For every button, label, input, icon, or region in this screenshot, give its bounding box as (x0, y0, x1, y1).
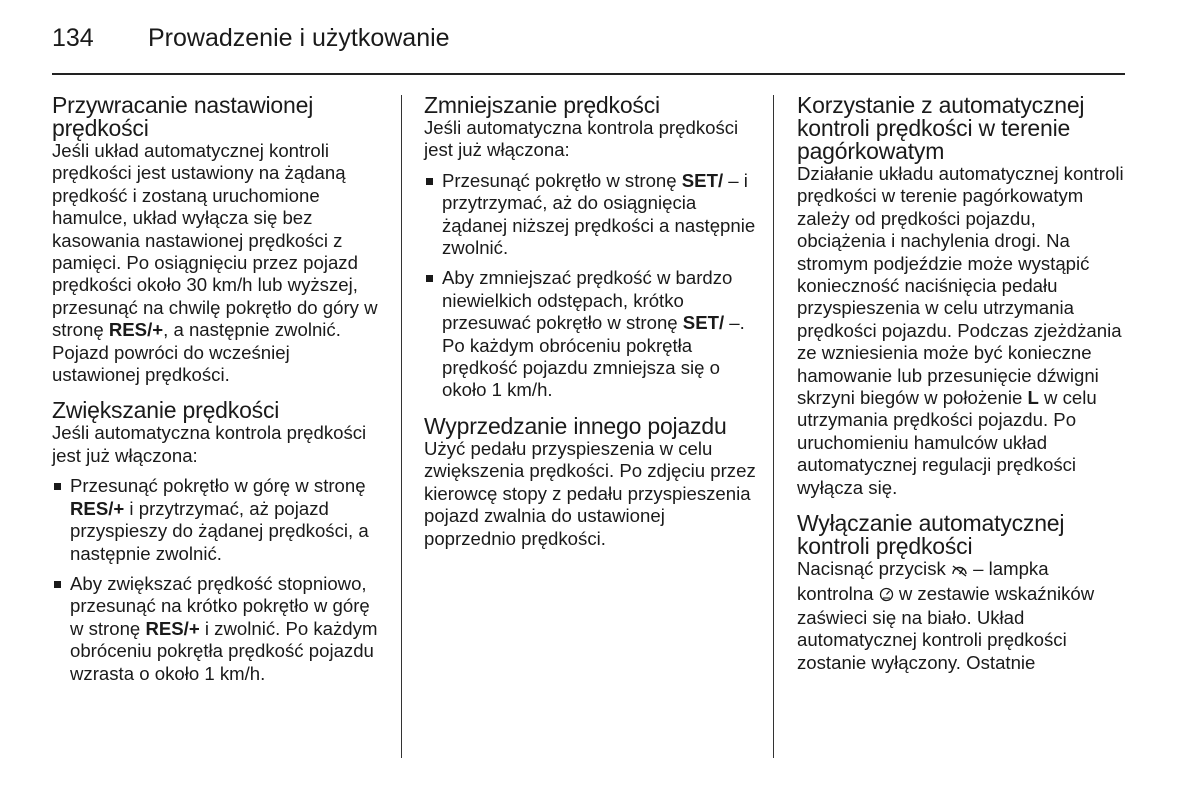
left-column (52, 94, 382, 698)
paragraph (797, 558, 1129, 674)
list-item (52, 573, 382, 685)
page-number: 134 (52, 24, 94, 52)
text: , a następnie zwolnić. Pojazd powróci do wcześniej ustawionej prędkości. (52, 319, 341, 386)
text: – i przytrzymać, aż do osiągnięcia żądanej niższej prędkości a następnie zwolnić. (442, 169, 756, 259)
cruise-control-off-icon (951, 560, 968, 582)
column-divider (773, 95, 774, 758)
text: w celu utrzymania prędkości pojazdu. Po uruchomieniu hamulców układ automatycznej regulacji prędkości wyłącza się. (797, 387, 1097, 498)
section-decrease-speed (424, 94, 756, 402)
text: i przytrzymać, aż pojazd przyspieszy do żądanej prędkości, a następnie zwolnić. (70, 497, 369, 564)
paragraph: Jeśli automatyczna kontrola prędkości jest już włączona: (52, 422, 367, 466)
list-item (424, 267, 756, 401)
section-heading: Zmniejszanie prędkości (424, 92, 660, 118)
column-divider (401, 95, 402, 758)
control-label: SET/ (681, 169, 724, 191)
section-heading: Wyłączanie automatycznej kontroli prędkości (797, 510, 1065, 560)
paragraph (52, 140, 382, 386)
text: Działanie układu automatycznej kontroli prędkości w terenie pagórkowatym zależy od prędkości pojazdu, obciążenia i nachylenia drogi. Na stromym podjeździe może wystąpić konieczność naciśnięcia pedału przyspieszenia w celu utrzymania prędkości pojazdu. Podczas zjeżdżania ze wzniesienia może być konieczne hamowanie lub przesunięcie dźwigni skrzyni biegów w położenie (797, 163, 1124, 409)
header-rule (52, 73, 1125, 75)
text: i zwolnić. Po każdym obróceniu pokrętła prędkość pojazdu wzrasta o około 1 km/h. (70, 617, 378, 684)
text: Aby zwiększać prędkość stopniowo, przesunąć na krótko pokrętło w górę w stronę (70, 572, 370, 639)
section-heading: Korzystanie z automatycznej kontroli prędkości w terenie pagórkowatym (797, 92, 1085, 164)
section-heading: Przywracanie nastawionej prędkości (52, 92, 314, 141)
bullet-icon (54, 581, 61, 588)
middle-column (424, 94, 756, 563)
paragraph (797, 163, 1129, 499)
control-label: RES/+ (108, 319, 164, 341)
section-hilly-terrain (797, 94, 1129, 499)
text: Nacisnąć przycisk (797, 558, 951, 580)
text: Przesunąć pokrętło w stronę (442, 169, 682, 191)
text: –. Po każdym obróceniu pokrętła prędkość pojazdu zmniejsza się o około 1 km/h. (442, 312, 745, 401)
section-restore-speed (52, 94, 382, 386)
control-label: RES/+ (145, 617, 200, 639)
bullet-icon (54, 483, 61, 490)
text: – lampka kontrolna (797, 558, 1049, 604)
control-label: L (1027, 387, 1039, 409)
list-item (52, 475, 382, 565)
section-overtaking (424, 412, 756, 550)
speedometer-icon (879, 585, 894, 607)
bullet-icon (426, 178, 433, 185)
paragraph: Jeśli automatyczna kontrola prędkości jest już włączona: (424, 117, 739, 161)
text: Przesunąć pokrętło w górę w stronę (70, 475, 366, 497)
running-title: Prowadzenie i użytkowanie (148, 24, 450, 52)
section-disable-cruise (797, 512, 1129, 674)
bullet-icon (426, 275, 433, 282)
text: Aby zmniejszać prędkość w bardzo niewielkich odstępach, krótko przesuwać pokrętło w stronę (442, 267, 733, 334)
paragraph: Użyć pedału przyspieszenia w celu zwiększenia prędkości. Po zdjęciu przez kierowcę stopy z pedału przyspieszenia pojazd zwalnia do ustawionej poprzednio prędkości. (424, 437, 756, 549)
section-heading: Wyprzedzanie innego pojazdu (424, 412, 727, 439)
control-label: SET/ (682, 312, 725, 334)
section-heading: Zwiększanie prędkości (52, 397, 280, 424)
control-label: RES/+ (70, 497, 125, 519)
text: Jeśli układ automatycznej kontroli prędkości jest ustawiony na żądaną prędkość i zostaną uruchomione hamulce, układ wyłącza się bez kasowania nastawionej prędkości z pamięci. Po osiągnięciu przez pojazd prędkości około 30 km/h lub wyższej, przesunąć na chwilę pokrętło do góry w stronę (52, 140, 378, 341)
list-item (424, 170, 756, 260)
right-column (797, 94, 1129, 687)
section-increase-speed (52, 399, 382, 684)
text: w zestawie wskaźników zaświeci się na biało. Układ automatycznej kontroli prędkości zostanie wyłączony. Ostatnie (797, 582, 1095, 673)
